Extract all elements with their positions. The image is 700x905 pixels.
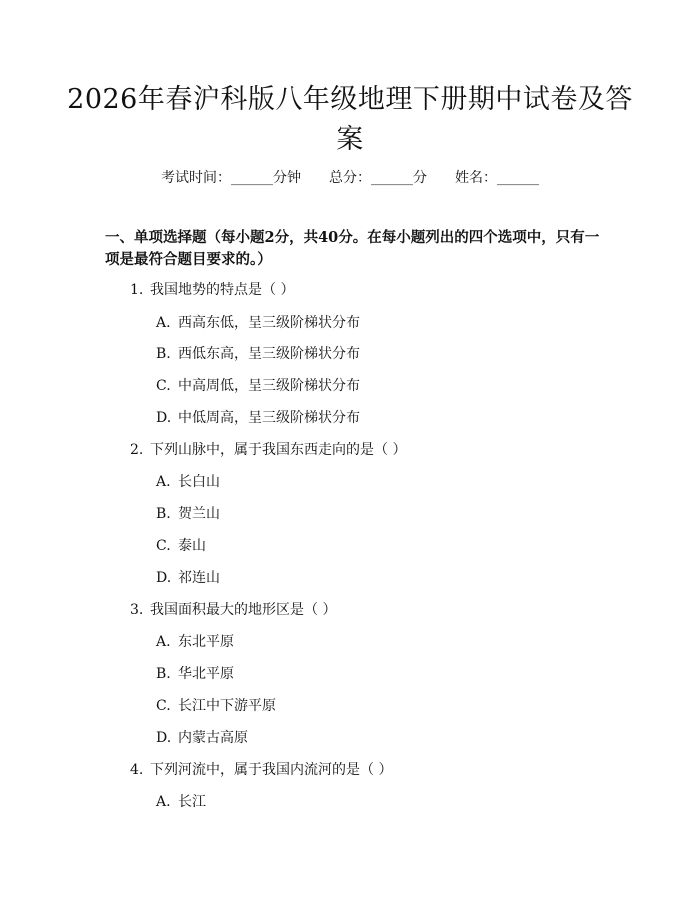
option-text: 西高东低，呈三级阶梯状分布 — [178, 315, 360, 331]
name-blank: ______ — [497, 170, 539, 186]
option-text: 中低周高，呈三级阶梯状分布 — [178, 410, 360, 426]
question-1-option-c — [156, 376, 360, 396]
option-text: 长白山 — [178, 474, 220, 490]
question-2 — [130, 440, 406, 460]
name-label: 姓名： — [455, 170, 497, 186]
option-label: A. — [156, 315, 171, 331]
question-text: 下列山脉中，属于我国东西走向的是（ ） — [150, 442, 407, 458]
option-label: B. — [156, 666, 171, 682]
question-4-option-a — [156, 792, 206, 812]
option-label: D. — [156, 570, 172, 586]
option-label: D. — [156, 730, 172, 746]
question-text: 下列河流中，属于我国内流河的是（ ） — [150, 762, 393, 778]
section-heading: 一、单项选择题（每小题2分，共40分。在每小题列出的四个选项中，只有一项是最符合题目要求的。） — [105, 229, 600, 268]
document-title: 2026年春沪科版八年级地理下册期中试卷及答案 — [67, 84, 633, 155]
option-label: C. — [156, 538, 171, 554]
option-text: 长江中下游平原 — [178, 698, 276, 714]
question-text: 我国面积最大的地形区是（ ） — [150, 602, 337, 618]
question-number: 4. — [130, 762, 144, 778]
option-text: 贺兰山 — [178, 506, 220, 522]
question-text: 我国地势的特点是（ ） — [150, 282, 295, 298]
time-blank: ______ — [231, 170, 273, 186]
question-1 — [130, 280, 294, 300]
question-3-option-d — [156, 728, 248, 748]
option-text: 中高周低，呈三级阶梯状分布 — [178, 378, 360, 394]
score-unit: 分 — [413, 170, 427, 186]
question-2-option-a — [156, 472, 220, 492]
option-label: A. — [156, 794, 171, 810]
option-text: 东北平原 — [178, 634, 234, 650]
question-3-option-a — [156, 632, 234, 652]
option-label: C. — [156, 378, 171, 394]
time-label: 考试时间： — [161, 170, 231, 186]
question-4 — [130, 760, 392, 780]
question-number: 3. — [130, 602, 144, 618]
question-number: 2. — [130, 442, 144, 458]
question-2-option-d — [156, 568, 220, 588]
option-text: 内蒙古高原 — [178, 730, 248, 746]
option-label: B. — [156, 346, 171, 362]
option-text: 西低东高，呈三级阶梯状分布 — [178, 346, 360, 362]
option-text: 泰山 — [178, 538, 206, 554]
question-2-option-c — [156, 536, 206, 556]
score-label: 总分： — [329, 170, 371, 186]
question-number: 1. — [130, 282, 144, 298]
question-2-option-b — [156, 504, 220, 524]
exam-info-line — [0, 168, 700, 188]
option-label: A. — [156, 474, 171, 490]
question-1-option-b — [156, 344, 360, 364]
option-label: D. — [156, 410, 172, 426]
question-1-option-a — [156, 313, 360, 333]
question-1-option-d — [156, 408, 360, 428]
option-label: A. — [156, 634, 171, 650]
question-3-option-b — [156, 664, 234, 684]
score-blank: ______ — [371, 170, 413, 186]
option-text: 祁连山 — [178, 570, 220, 586]
time-unit: 分钟 — [273, 170, 301, 186]
option-label: C. — [156, 698, 171, 714]
option-label: B. — [156, 506, 171, 522]
option-text: 长江 — [178, 794, 206, 810]
question-3 — [130, 600, 336, 620]
question-3-option-c — [156, 696, 276, 716]
option-text: 华北平原 — [178, 666, 234, 682]
